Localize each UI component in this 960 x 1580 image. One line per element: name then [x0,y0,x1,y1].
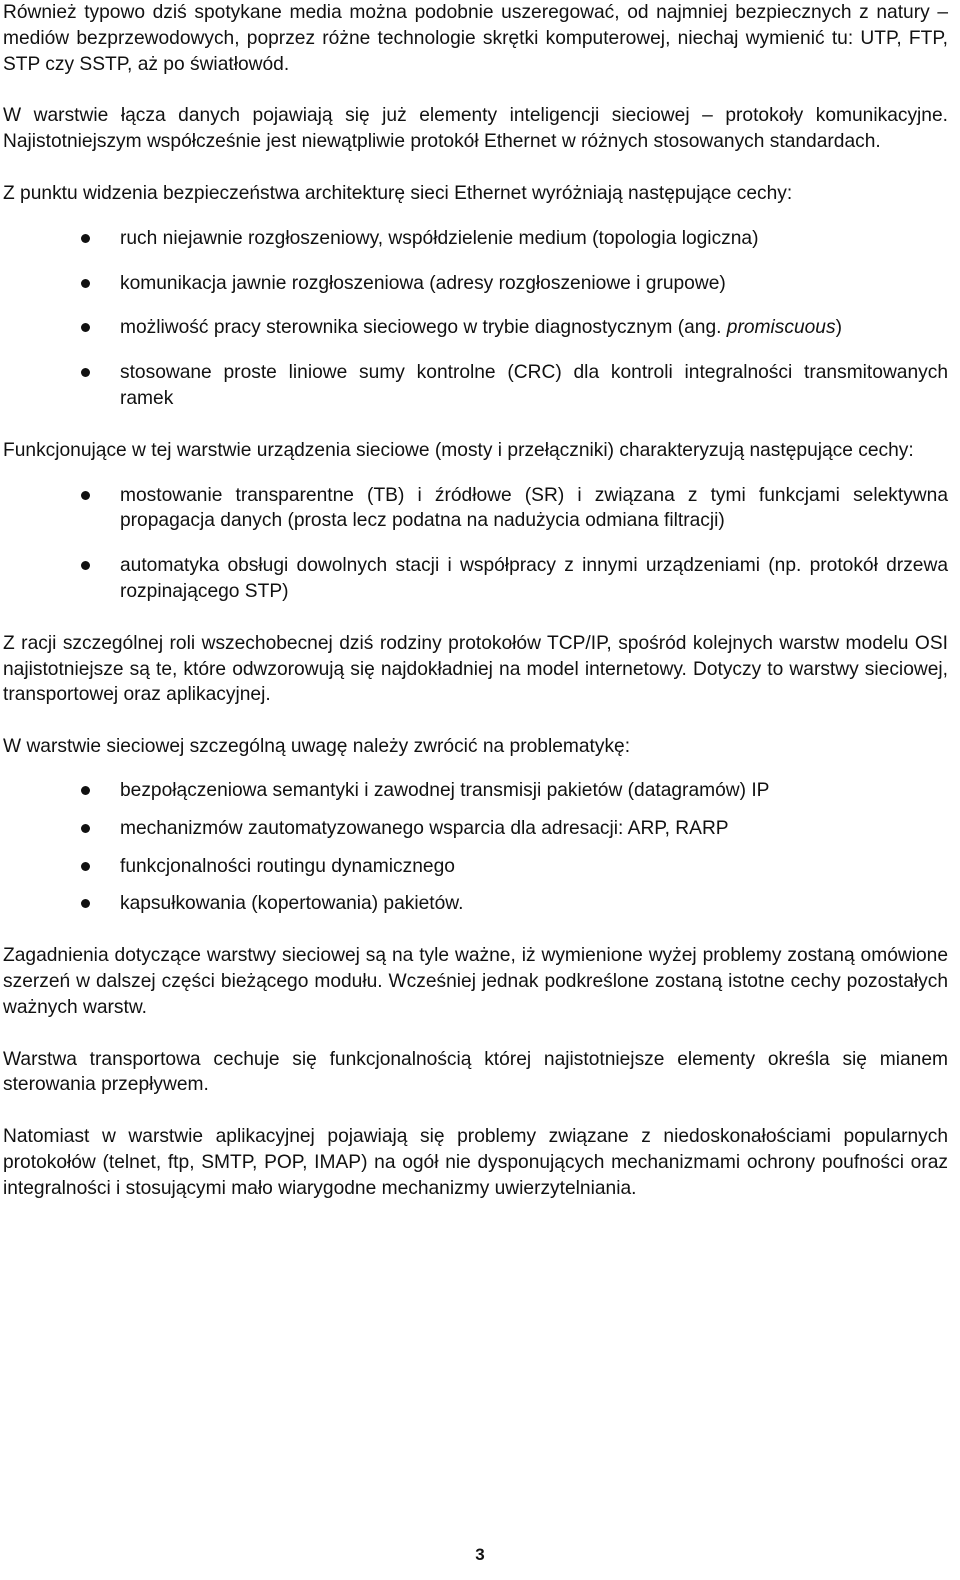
paragraph-application-layer: Natomiast w warstwie aplikacyjnej pojawiają się problemy związane z niedoskonałościami popularnych protokołów (telnet, ftp, SMTP, POP, IMAP) na ogół nie dysponujących mechanizmami ochrony poufności oraz integralności i stosującymi mało wiarygodne mechanizmy uwierzytelniania. [3,1126,948,1199]
list-item-term: promiscuous [726,317,836,339]
paragraph-transport-layer: Warstwa transportowa cechuje się funkcjonalnością której najistotniejsze elementy określa się mianem sterowania przepływem. [3,1048,948,1096]
list-item-text-end: ) [835,317,842,339]
bullet-icon [81,234,90,243]
document-body [3,0,948,1202]
list-item-text: bezpołączeniowa semantyki i zawodnej transmisji pakietów (datagramów) IP [120,779,770,801]
device-features-list [3,483,948,605]
list-item [3,360,948,412]
bullet-icon [81,491,90,500]
list-item-text: stosowane proste liniowe sumy kontrolne (CRC) dla kontroli integralności transmitowanych ramek [120,362,948,409]
paragraph-ethernet-intro: Z punktu widzenia bezpieczeństwa architekturę sieci Ethernet wyróżniają następujące cechy: [3,182,793,204]
bullet-icon [81,323,90,332]
bullet-icon [81,899,90,908]
network-layer-list [3,778,948,917]
list-item-text: mostowanie transparentne (TB) i źródłowe (SR) i związana z tymi funkcjami selektywna propagacja danych (prosta lecz podatna na nadużycia odmiana filtracji) [120,484,948,532]
list-item [3,854,948,880]
paragraph-tcpip: Z racji szczególnej roli wszechobecnej dziś rodziny protokołów TCP/IP, spośród kolejnych warstw modelu OSI najistotniejsze są te, które odwzorowują się najdokładniej na model internetowy. Dotyczy to warstwy sieciowej, transportowej oraz aplikacyjnej. [3,632,948,706]
list-item [3,553,948,605]
list-item-text: automatyka obsługi dowolnych stacji i współpracy z innymi urządzeniami (np. protokół drzewa rozpinającego STP) [120,555,948,602]
bullet-icon [81,824,90,833]
list-item [3,315,948,341]
list-item [3,778,948,804]
list-item [3,891,948,917]
page-number: 3 [475,1545,485,1564]
list-item-text: kapsułkowania (kopertowania) pakietów. [120,893,464,915]
list-item [3,816,948,842]
list-item-text: ruch niejawnie rozgłoszeniowy, współdzielenie medium (topologia logiczna) [120,227,759,249]
bullet-icon [81,368,90,377]
list-item [3,226,948,252]
paragraph-media: Również typowo dziś spotykane media można podobnie uszeregować, od najmniej bezpiecznych z natury – mediów bezprzewodowych, poprzez różne technologie skrętki komputerowej, niechaj wymienić tu: UTP, FTP, STP czy SSTP, aż po światłowód. [3,2,948,75]
bullet-icon [81,786,90,795]
paragraph-data-link-layer: W warstwie łącza danych pojawiają się już elementy inteligencji sieciowej – protokoły komunikacyjne. Najistotniejszym współcześnie jest niewątpliwie protokół Ethernet w różnych stosowanych standardach. [3,105,948,153]
bullet-icon [81,561,90,570]
list-item [3,483,948,535]
list-item-text: komunikacja jawnie rozgłoszeniowa (adresy rozgłoszeniowe i grupowe) [120,272,726,294]
list-item-text: mechanizmów zautomatyzowanego wsparcia dla adresacji: ARP, RARP [120,817,729,839]
paragraph-devices-intro: Funkcjonujące w tej warstwie urządzenia sieciowe (mosty i przełączniki) charakteryzują następujące cechy: [3,439,914,461]
list-item-text: możliwość pracy sterownika sieciowego w trybie diagnostycznym (ang. [120,317,727,339]
paragraph-network-layer-note: Zagadnienia dotyczące warstwy sieciowej są na tyle ważne, iż wymienione wyżej problemy zostaną omówione szerzeń w dalszej części bieżącego modułu. Wcześniej jednak podkreślone zostaną istotne cechy pozostałych ważnych warstw. [3,945,948,1018]
list-item [3,271,948,297]
paragraph-network-layer-intro: W warstwie sieciowej szczególną uwagę należy zwrócić na problematykę: [3,736,631,758]
list-item-text: funkcjonalności routingu dynamicznego [120,855,455,877]
ethernet-features-list [3,226,948,412]
bullet-icon [81,279,90,288]
bullet-icon [81,862,90,871]
